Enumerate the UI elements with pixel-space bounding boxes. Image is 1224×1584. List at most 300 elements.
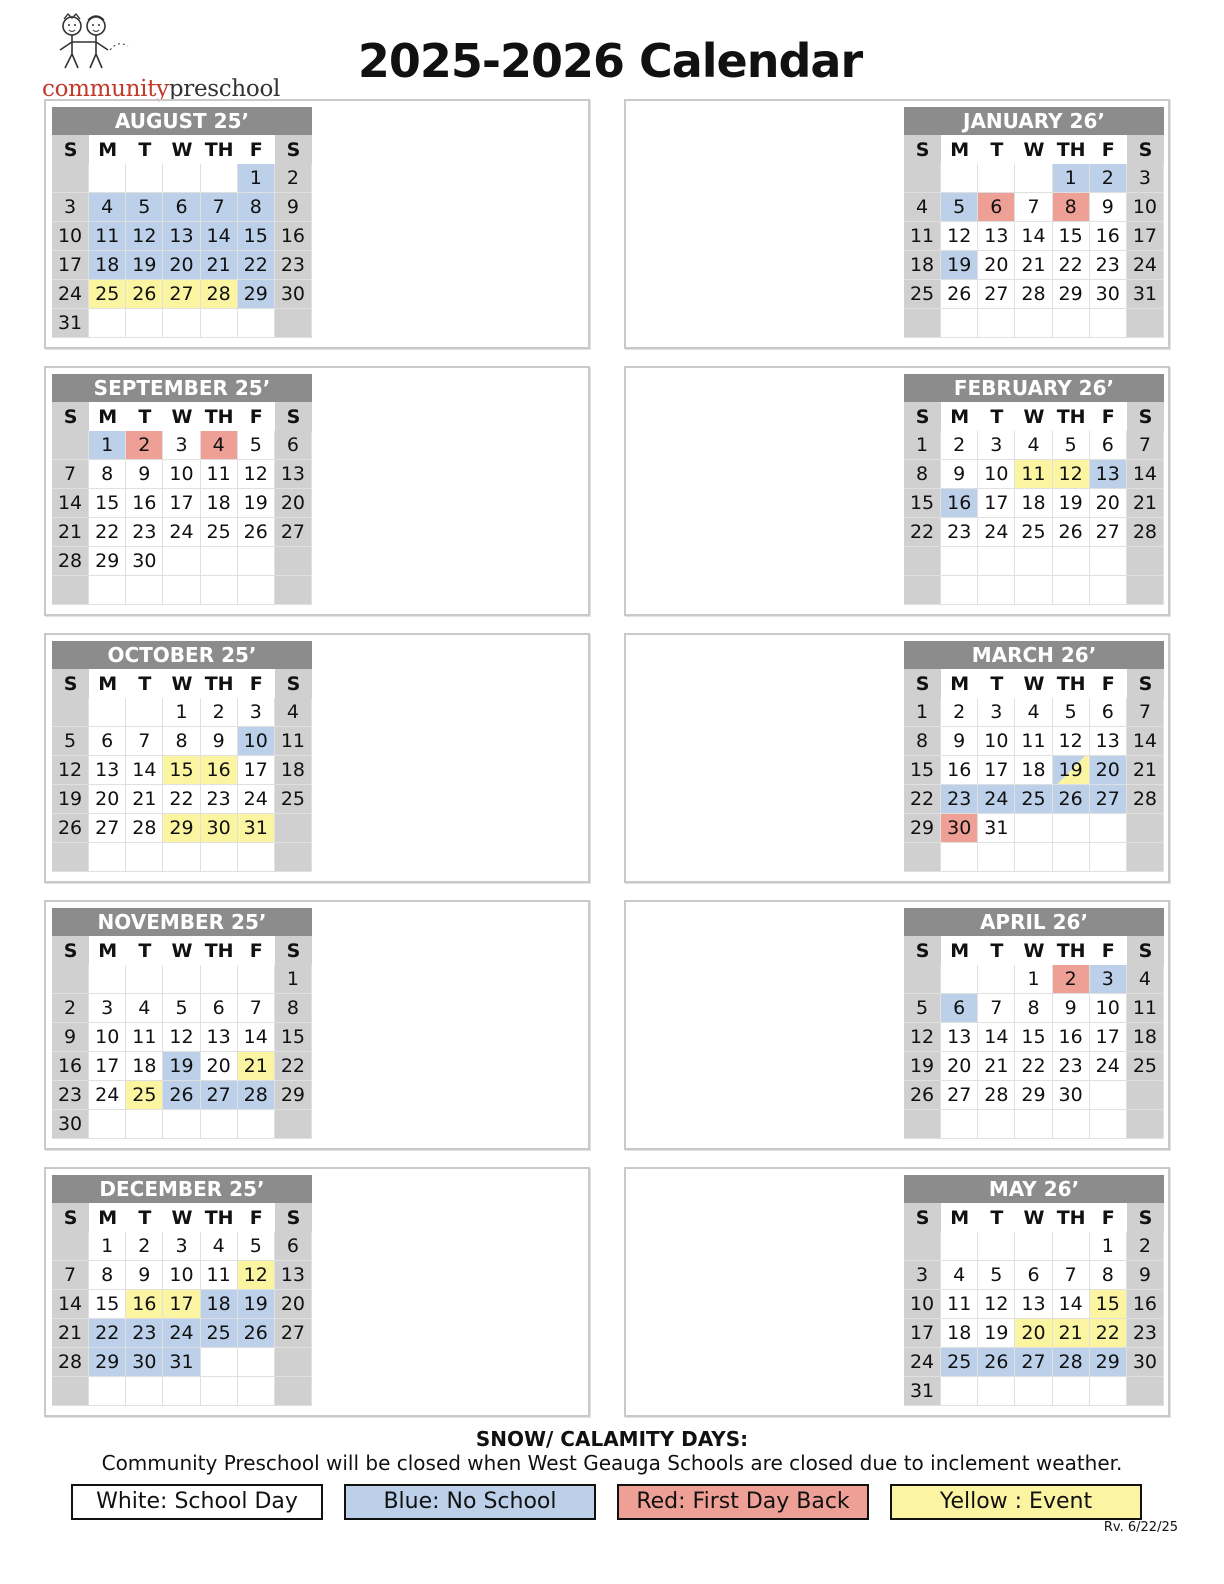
empty-day-cell <box>1127 843 1164 872</box>
day-cell: 23 <box>1090 251 1127 280</box>
empty-day-cell <box>126 698 163 727</box>
day-cell: 28 <box>201 280 238 309</box>
weekday-header: F <box>1101 405 1115 428</box>
empty-day-cell <box>941 1232 978 1261</box>
day-cell: 8 <box>1090 1261 1127 1290</box>
day-cell: 1 <box>904 698 941 727</box>
day-cell: 11 <box>126 1023 163 1052</box>
day-cell: 21 <box>238 1052 275 1081</box>
day-cell: 25 <box>1015 518 1052 547</box>
day-cell: 11 <box>201 1261 238 1290</box>
month-header: OCTOBER 25’ <box>52 641 312 669</box>
empty-day-cell <box>978 164 1015 193</box>
empty-day-cell <box>1015 1232 1052 1261</box>
day-grid <box>52 402 312 605</box>
empty-day-cell <box>904 1110 941 1139</box>
weekday-header: T <box>138 138 152 161</box>
day-cell: 10 <box>1090 994 1127 1023</box>
weekday-header: F <box>249 672 263 695</box>
day-cell: 28 <box>1015 280 1052 309</box>
weekday-header: TH <box>1056 405 1086 428</box>
day-cell: 8 <box>89 460 126 489</box>
day-cell: 30 <box>1090 280 1127 309</box>
weekday-header: S <box>1127 402 1164 431</box>
weekday-header: S <box>275 135 312 164</box>
day-cell: 2 <box>201 698 238 727</box>
weekday-header: T <box>990 138 1004 161</box>
empty-day-cell <box>275 1110 312 1139</box>
day-cell: 29 <box>163 814 200 843</box>
day-cell: 29 <box>89 1348 126 1377</box>
logo-text-preschool: preschool <box>168 76 281 102</box>
day-cell: 12 <box>163 1023 200 1052</box>
day-grid <box>904 135 1164 338</box>
day-cell: 30 <box>126 547 163 576</box>
day-cell: 5 <box>238 431 275 460</box>
day-cell: 9 <box>1127 1261 1164 1290</box>
empty-day-cell <box>1127 547 1164 576</box>
weekday-header: M <box>950 939 970 962</box>
day-cell: 26 <box>52 814 89 843</box>
empty-day-cell <box>1053 1110 1090 1139</box>
empty-day-cell <box>163 1377 200 1406</box>
month-calendar <box>52 1175 312 1406</box>
day-cell: 28 <box>126 814 163 843</box>
day-cell: 20 <box>275 1290 312 1319</box>
day-cell: 13 <box>163 222 200 251</box>
day-cell: 16 <box>941 489 978 518</box>
day-cell: 17 <box>238 756 275 785</box>
day-cell: 22 <box>1053 251 1090 280</box>
day-cell: 18 <box>941 1319 978 1348</box>
day-cell: 17 <box>1127 222 1164 251</box>
empty-day-cell <box>1127 1377 1164 1406</box>
empty-day-cell <box>238 965 275 994</box>
day-cell: 24 <box>52 280 89 309</box>
day-cell: 10 <box>163 460 200 489</box>
weekday-header: S <box>52 1203 89 1232</box>
empty-day-cell <box>275 843 312 872</box>
day-cell: 22 <box>1090 1319 1127 1348</box>
day-cell: 19 <box>1053 489 1090 518</box>
empty-day-cell <box>1090 1110 1127 1139</box>
empty-day-cell <box>89 576 126 605</box>
day-cell: 9 <box>201 727 238 756</box>
day-cell: 25 <box>941 1348 978 1377</box>
day-cell: 24 <box>904 1348 941 1377</box>
day-cell: 30 <box>275 280 312 309</box>
weekday-header: M <box>98 1206 118 1229</box>
day-cell: 27 <box>1090 518 1127 547</box>
weekday-header: T <box>990 672 1004 695</box>
day-grid <box>904 936 1164 1139</box>
empty-day-cell <box>163 843 200 872</box>
day-grid <box>904 669 1164 872</box>
day-cell: 8 <box>904 460 941 489</box>
day-cell: 25 <box>126 1081 163 1110</box>
day-cell: 6 <box>1015 1261 1052 1290</box>
day-cell: 27 <box>978 280 1015 309</box>
empty-day-cell <box>1015 309 1052 338</box>
weekday-header: M <box>98 672 118 695</box>
empty-day-cell <box>904 965 941 994</box>
empty-day-cell <box>941 309 978 338</box>
day-cell: 6 <box>275 431 312 460</box>
day-cell: 9 <box>941 460 978 489</box>
day-cell: 1 <box>89 1232 126 1261</box>
day-cell: 8 <box>89 1261 126 1290</box>
day-cell: 23 <box>941 785 978 814</box>
empty-day-cell <box>201 843 238 872</box>
day-cell: 3 <box>978 431 1015 460</box>
day-cell: 29 <box>89 547 126 576</box>
day-cell: 16 <box>126 489 163 518</box>
empty-day-cell <box>52 1377 89 1406</box>
empty-day-cell <box>978 547 1015 576</box>
empty-day-cell <box>275 1377 312 1406</box>
day-cell: 4 <box>201 431 238 460</box>
day-cell: 14 <box>201 222 238 251</box>
empty-day-cell <box>1090 576 1127 605</box>
day-cell: 5 <box>163 994 200 1023</box>
day-cell: 24 <box>978 785 1015 814</box>
day-cell: 10 <box>904 1290 941 1319</box>
day-cell: 30 <box>941 814 978 843</box>
empty-day-cell <box>1127 1110 1164 1139</box>
empty-day-cell <box>1053 547 1090 576</box>
day-cell: 25 <box>89 280 126 309</box>
empty-day-cell <box>126 1110 163 1139</box>
weekday-header: TH <box>204 405 234 428</box>
day-cell: 13 <box>941 1023 978 1052</box>
day-cell: 1 <box>1053 164 1090 193</box>
day-cell: 15 <box>163 756 200 785</box>
day-cell: 19 <box>941 251 978 280</box>
day-cell: 21 <box>1127 756 1164 785</box>
day-cell: 14 <box>1015 222 1052 251</box>
legend-yellow: Yellow : Event <box>890 1484 1142 1520</box>
empty-day-cell <box>1090 1081 1127 1110</box>
day-cell: 2 <box>126 1232 163 1261</box>
empty-day-cell <box>163 309 200 338</box>
day-cell: 8 <box>275 994 312 1023</box>
day-cell: 10 <box>52 222 89 251</box>
weekday-header: T <box>990 939 1004 962</box>
day-cell: 25 <box>1015 785 1052 814</box>
day-cell: 2 <box>1053 965 1090 994</box>
day-cell: 6 <box>201 994 238 1023</box>
empty-day-cell <box>904 1232 941 1261</box>
day-cell: 15 <box>1015 1023 1052 1052</box>
empty-day-cell <box>978 1232 1015 1261</box>
weekday-header: M <box>98 138 118 161</box>
weekday-header: TH <box>204 138 234 161</box>
day-cell: 22 <box>904 518 941 547</box>
day-cell: 15 <box>89 489 126 518</box>
empty-day-cell <box>201 1110 238 1139</box>
day-cell: 29 <box>275 1081 312 1110</box>
day-cell: 29 <box>1015 1081 1052 1110</box>
empty-day-cell <box>1090 309 1127 338</box>
day-cell: 6 <box>163 193 200 222</box>
empty-day-cell <box>52 698 89 727</box>
day-cell: 25 <box>201 518 238 547</box>
day-cell: 23 <box>1053 1052 1090 1081</box>
page-title: 2025-2026 Calendar <box>357 34 863 88</box>
day-cell: 2 <box>941 698 978 727</box>
weekday-header: W <box>171 1206 193 1229</box>
day-cell: 21 <box>52 1319 89 1348</box>
empty-day-cell <box>1127 309 1164 338</box>
day-cell: 17 <box>163 489 200 518</box>
day-cell: 12 <box>1053 727 1090 756</box>
month-calendar <box>904 1175 1164 1406</box>
empty-day-cell <box>201 164 238 193</box>
day-cell: 22 <box>163 785 200 814</box>
month-calendar <box>904 908 1164 1139</box>
day-cell: 23 <box>126 1319 163 1348</box>
day-cell: 3 <box>1127 164 1164 193</box>
month-panel <box>44 99 590 349</box>
weekday-header: M <box>950 1206 970 1229</box>
month-header: MARCH 26’ <box>904 641 1164 669</box>
empty-day-cell <box>52 576 89 605</box>
empty-day-cell <box>201 576 238 605</box>
day-cell: 10 <box>163 1261 200 1290</box>
day-cell: 13 <box>275 460 312 489</box>
empty-day-cell <box>978 965 1015 994</box>
day-cell: 8 <box>238 193 275 222</box>
empty-day-cell <box>1015 843 1052 872</box>
month-header: MAY 26’ <box>904 1175 1164 1203</box>
day-cell: 6 <box>978 193 1015 222</box>
day-cell: 24 <box>89 1081 126 1110</box>
day-cell: 24 <box>163 518 200 547</box>
empty-day-cell <box>163 1110 200 1139</box>
day-cell: 1 <box>904 431 941 460</box>
day-cell: 7 <box>978 994 1015 1023</box>
day-cell: 5 <box>238 1232 275 1261</box>
day-cell: 22 <box>904 785 941 814</box>
day-cell: 5 <box>1053 698 1090 727</box>
empty-day-cell <box>941 1110 978 1139</box>
day-cell: 17 <box>978 489 1015 518</box>
day-cell: 1 <box>238 164 275 193</box>
day-cell: 28 <box>238 1081 275 1110</box>
day-cell: 12 <box>941 222 978 251</box>
day-grid <box>52 669 312 872</box>
empty-day-cell <box>1090 843 1127 872</box>
empty-day-cell <box>163 965 200 994</box>
empty-day-cell <box>1090 814 1127 843</box>
empty-day-cell <box>978 843 1015 872</box>
day-cell: 14 <box>126 756 163 785</box>
logo <box>40 10 280 100</box>
weekday-header: F <box>1101 672 1115 695</box>
day-cell: 7 <box>238 994 275 1023</box>
empty-day-cell <box>978 1110 1015 1139</box>
month-panel <box>624 633 1170 883</box>
empty-day-cell <box>941 1377 978 1406</box>
weekday-header: TH <box>204 672 234 695</box>
day-cell: 22 <box>275 1052 312 1081</box>
day-cell: 19 <box>52 785 89 814</box>
day-cell: 11 <box>89 222 126 251</box>
day-cell: 4 <box>1015 698 1052 727</box>
day-cell: 7 <box>1127 698 1164 727</box>
empty-day-cell <box>52 965 89 994</box>
weekday-header: W <box>171 138 193 161</box>
day-cell: 24 <box>1127 251 1164 280</box>
day-cell: 24 <box>978 518 1015 547</box>
day-cell: 9 <box>1090 193 1127 222</box>
weekday-header: S <box>1127 669 1164 698</box>
day-cell: 9 <box>941 727 978 756</box>
day-cell: 28 <box>52 547 89 576</box>
day-cell: 3 <box>978 698 1015 727</box>
empty-day-cell <box>1090 1377 1127 1406</box>
day-cell: 14 <box>52 489 89 518</box>
empty-day-cell <box>1053 1377 1090 1406</box>
day-cell: 13 <box>89 756 126 785</box>
day-cell: 21 <box>1015 251 1052 280</box>
day-cell: 6 <box>89 727 126 756</box>
day-cell: 23 <box>201 785 238 814</box>
weekday-header: M <box>950 672 970 695</box>
empty-day-cell <box>52 431 89 460</box>
day-cell: 18 <box>1015 756 1052 785</box>
weekday-header: T <box>138 405 152 428</box>
empty-day-cell <box>275 576 312 605</box>
month-calendar <box>904 374 1164 605</box>
empty-day-cell <box>904 547 941 576</box>
day-grid <box>904 402 1164 605</box>
day-cell: 11 <box>904 222 941 251</box>
weekday-header: M <box>98 405 118 428</box>
empty-day-cell <box>238 309 275 338</box>
day-cell: 2 <box>52 994 89 1023</box>
day-cell: 17 <box>904 1319 941 1348</box>
day-cell: 13 <box>201 1023 238 1052</box>
snow-days-note: Community Preschool will be closed when West Geauga Schools are closed due to inclement weather. <box>101 1451 1123 1475</box>
day-cell: 20 <box>275 489 312 518</box>
day-cell: 20 <box>1015 1319 1052 1348</box>
day-cell: 11 <box>201 460 238 489</box>
day-cell: 18 <box>1015 489 1052 518</box>
empty-day-cell <box>941 576 978 605</box>
day-cell: 20 <box>978 251 1015 280</box>
weekday-header: S <box>904 936 941 965</box>
day-cell: 16 <box>1127 1290 1164 1319</box>
day-cell: 1 <box>163 698 200 727</box>
day-cell: 19 <box>1053 756 1090 785</box>
weekday-header: S <box>52 402 89 431</box>
day-cell: 3 <box>163 1232 200 1261</box>
day-cell: 27 <box>1090 785 1127 814</box>
month-calendar <box>52 374 312 605</box>
day-cell: 16 <box>1053 1023 1090 1052</box>
day-cell: 28 <box>1053 1348 1090 1377</box>
weekday-header: S <box>904 669 941 698</box>
day-cell: 5 <box>904 994 941 1023</box>
empty-day-cell <box>89 965 126 994</box>
empty-day-cell <box>1127 814 1164 843</box>
day-cell: 30 <box>1053 1081 1090 1110</box>
day-cell: 7 <box>52 1261 89 1290</box>
empty-day-cell <box>89 309 126 338</box>
legend-blue: Blue: No School <box>344 1484 596 1520</box>
day-cell: 13 <box>1015 1290 1052 1319</box>
weekday-header: F <box>249 1206 263 1229</box>
day-cell: 29 <box>904 814 941 843</box>
empty-day-cell <box>201 1348 238 1377</box>
empty-day-cell <box>1015 814 1052 843</box>
empty-day-cell <box>126 309 163 338</box>
day-cell: 4 <box>126 994 163 1023</box>
day-cell: 19 <box>904 1052 941 1081</box>
weekday-header: T <box>138 939 152 962</box>
weekday-header: TH <box>1056 1206 1086 1229</box>
day-cell: 5 <box>126 193 163 222</box>
empty-day-cell <box>89 843 126 872</box>
empty-day-cell <box>1053 843 1090 872</box>
snow-days-heading: SNOW/ CALAMITY DAYS: <box>475 1427 749 1451</box>
empty-day-cell <box>201 547 238 576</box>
day-cell: 14 <box>978 1023 1015 1052</box>
day-cell: 13 <box>1090 727 1127 756</box>
day-cell: 4 <box>89 193 126 222</box>
day-cell: 10 <box>1127 193 1164 222</box>
empty-day-cell <box>89 698 126 727</box>
weekday-header: S <box>1127 1203 1164 1232</box>
day-cell: 18 <box>904 251 941 280</box>
day-cell: 18 <box>275 756 312 785</box>
day-cell: 7 <box>1053 1261 1090 1290</box>
day-cell: 31 <box>904 1377 941 1406</box>
empty-day-cell <box>978 576 1015 605</box>
weekday-header: T <box>138 672 152 695</box>
day-cell: 8 <box>163 727 200 756</box>
day-cell: 29 <box>1090 1348 1127 1377</box>
day-cell: 19 <box>238 489 275 518</box>
day-cell: 2 <box>126 431 163 460</box>
day-cell: 5 <box>978 1261 1015 1290</box>
day-cell: 24 <box>1090 1052 1127 1081</box>
empty-day-cell <box>941 843 978 872</box>
day-cell: 3 <box>904 1261 941 1290</box>
day-cell: 19 <box>238 1290 275 1319</box>
day-cell: 5 <box>1053 431 1090 460</box>
day-cell: 26 <box>126 280 163 309</box>
day-cell: 26 <box>978 1348 1015 1377</box>
empty-day-cell <box>941 965 978 994</box>
month-panel <box>44 900 590 1150</box>
weekday-header: W <box>171 672 193 695</box>
day-cell: 23 <box>126 518 163 547</box>
day-cell: 18 <box>89 251 126 280</box>
day-cell: 2 <box>1127 1232 1164 1261</box>
day-cell: 25 <box>275 785 312 814</box>
empty-day-cell <box>126 1377 163 1406</box>
empty-day-cell <box>163 547 200 576</box>
empty-day-cell <box>1053 576 1090 605</box>
month-calendar <box>52 641 312 872</box>
day-cell: 20 <box>163 251 200 280</box>
day-cell: 11 <box>275 727 312 756</box>
day-cell: 31 <box>238 814 275 843</box>
day-grid <box>904 1203 1164 1406</box>
day-cell: 16 <box>275 222 312 251</box>
